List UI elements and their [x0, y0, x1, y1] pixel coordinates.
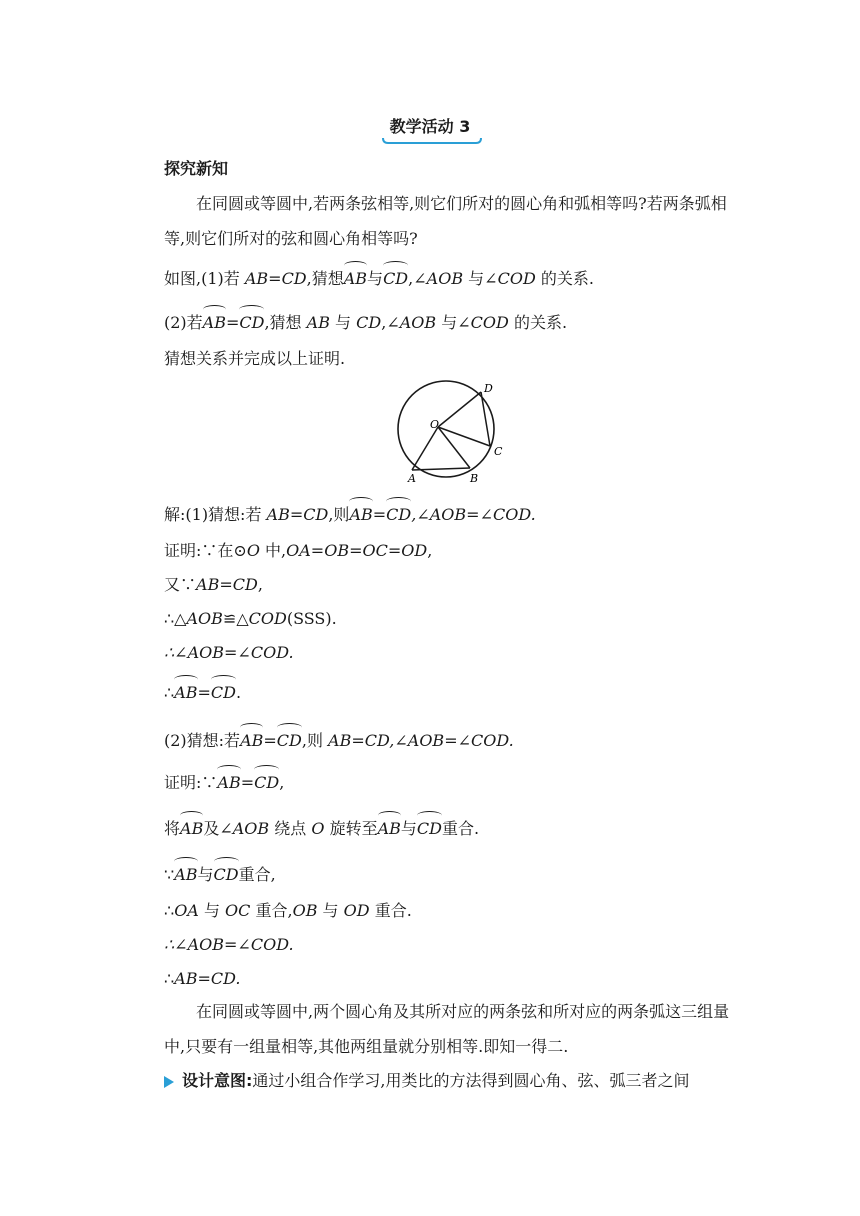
proof-2-line-4: [164, 898, 412, 924]
solution-1-conjecture: [164, 500, 536, 528]
arc-cd: CD: [383, 264, 408, 292]
arc-cd: CD: [277, 726, 302, 754]
p1l3-e: (SSS).: [286, 609, 337, 628]
arc-cd: CD: [386, 500, 411, 528]
q1-angle-aob: AOB: [426, 269, 464, 288]
p2l1-a: 证明:∵: [164, 773, 218, 792]
q1-suffix: 的关系.: [535, 269, 594, 288]
label-o: O: [430, 418, 440, 431]
s1-then: ,则: [328, 505, 350, 524]
s1-condition: AB=CD: [266, 505, 329, 524]
radius-od: [438, 392, 481, 427]
arc-ab: AB: [174, 678, 197, 706]
p2l2-o: O: [311, 819, 325, 838]
chord-cd: [481, 392, 490, 446]
q2-yu: 与: [329, 313, 357, 332]
q2-angle-aob: AOB: [399, 313, 437, 332]
section-heading: 探究新知: [164, 159, 229, 178]
arc-ab: AB: [240, 726, 263, 754]
s1-angle-relation: ,∠AOB=∠COD.: [411, 505, 536, 524]
proof-2-line-2: [164, 814, 479, 842]
p2l3-b: 与: [197, 865, 214, 884]
intro-paragraph: 在同圆或等圆中,若两条弦相等,则它们所对的圆心角和弧相等吗?若两条弧相等,则它们所对的弦和圆心角相等吗?: [164, 194, 727, 248]
proof-2-line-5: ∴∠AOB=∠COD.: [164, 935, 294, 954]
label-b: B: [470, 472, 479, 485]
play-triangle-icon: [164, 1076, 174, 1088]
q1-yu2: 与∠: [463, 269, 498, 288]
p2l4-i: 重合.: [369, 901, 412, 920]
conclusion-paragraph: 在同圆或等圆中,两个圆心角及其所对应的两条弦和所对应的两条弧这三组量中,只要有一组量相等,其他两组量就分别相等.即知一得二.: [164, 1002, 730, 1056]
q2-sep: ,∠: [381, 313, 400, 332]
p2l6-b: AB=CD.: [174, 969, 241, 988]
p2l4-g: 与: [317, 901, 344, 920]
activity-title-text: 教学活动 3: [389, 117, 471, 136]
p1l2-a: 又∵: [164, 575, 197, 594]
label-a: A: [408, 472, 416, 485]
arc-ab: AB: [378, 814, 401, 842]
s2-then: ,则: [301, 731, 329, 750]
p2l4-e: 重合,: [250, 901, 293, 920]
q2-yu2: 与∠: [436, 313, 471, 332]
p1l2-c: ,: [257, 575, 263, 594]
q1-condition: AB=CD: [244, 269, 307, 288]
arc-ab: AB: [203, 308, 226, 336]
q1-angle-cod: COD: [497, 269, 536, 288]
p1l3-d: COD: [248, 609, 287, 628]
p2l3-c: 重合,: [238, 865, 276, 884]
p2l4-f: OB: [292, 901, 318, 920]
circle-figure: [386, 378, 516, 488]
p2l2-f: 与: [400, 819, 417, 838]
p2l4-a: ∴: [164, 901, 175, 920]
s1-eq: =: [372, 505, 387, 524]
arc-cd: CD: [254, 768, 279, 796]
p2l1-eq: =: [240, 773, 255, 792]
circle-outline: [398, 381, 494, 477]
p2l4-c: 与: [198, 901, 226, 920]
arc-ab: AB: [349, 500, 372, 528]
q1-yu: 与: [367, 269, 384, 288]
p1l1-d: ,: [427, 541, 433, 560]
label-c: C: [494, 445, 503, 458]
q1-mid: ,猜想: [306, 269, 344, 288]
arc-ab: AB: [217, 768, 240, 796]
q2-mid: ,猜想: [264, 313, 307, 332]
proof-1-line-2: [164, 572, 263, 598]
p2l4-h: OD: [343, 901, 370, 920]
question-3: 猜想关系并完成以上证明.: [164, 349, 346, 368]
p2l2-g: 重合.: [442, 819, 480, 838]
p1l5-eq: =: [197, 683, 211, 702]
arc-cd: CD: [211, 678, 236, 706]
arc-cd: CD: [417, 814, 442, 842]
s2-rest: AB=CD,∠AOB=∠COD.: [328, 731, 514, 750]
design-intent-label: 设计意图:: [182, 1071, 253, 1090]
question-2: [164, 308, 567, 336]
p1l5-a: ∴: [164, 683, 175, 702]
question-1: [164, 264, 594, 292]
p2l4-d: OC: [225, 901, 251, 920]
s2-prefix: (2)猜想:若: [164, 731, 241, 750]
q2-cd: CD: [356, 313, 382, 332]
proof-1-line-3: [164, 606, 337, 632]
proof-2-line-3: [164, 860, 276, 888]
q2-eq: =: [225, 313, 240, 332]
s2-eq: =: [263, 731, 277, 750]
p1l1-o: O: [246, 541, 260, 560]
activity-title-block: [0, 114, 860, 139]
p2l2-b: 及∠: [203, 819, 233, 838]
p1l3-a: ∴△: [164, 609, 187, 628]
proof-1-line-1: [164, 538, 432, 564]
q2-ab: AB: [306, 313, 330, 332]
p2l1-e: ,: [279, 773, 285, 792]
q2-suffix: 的关系.: [508, 313, 568, 332]
p2l4-b: OA: [174, 901, 199, 920]
label-d: D: [484, 382, 493, 395]
p1l1-c: OA=OB=OC=OD: [286, 541, 428, 560]
activity-title: [384, 114, 477, 139]
q2-angle-cod: COD: [470, 313, 509, 332]
solution-2-conjecture: [164, 726, 514, 754]
p1l1-a: 证明:∵在⊙: [164, 541, 247, 560]
q1-prefix: 如图,(1)若: [164, 269, 245, 288]
p2l2-d: 绕点: [269, 819, 312, 838]
p1l3-c: ≌△: [222, 609, 249, 628]
p2l6-a: ∴: [164, 969, 175, 988]
p2l2-c: AOB: [232, 819, 270, 838]
arc-cd: CD: [239, 308, 264, 336]
p1l2-b: AB=CD: [196, 575, 258, 594]
s1-prefix: 解:(1)猜想:若: [164, 505, 267, 524]
p2l2-a: 将: [164, 819, 181, 838]
arc-cd: CD: [214, 860, 239, 888]
proof-1-line-4: ∴∠AOB=∠COD.: [164, 643, 294, 662]
proof-2-line-6: [164, 966, 241, 992]
chord-ab: [412, 468, 470, 470]
q2-prefix: (2)若: [164, 313, 203, 332]
q1-sep: ,∠: [408, 269, 427, 288]
radius-oa: [412, 427, 438, 470]
p2l3-a: ∵: [164, 865, 175, 884]
proof-1-line-5: [164, 678, 241, 706]
arc-ab: AB: [344, 264, 367, 292]
design-intent-text: 通过小组合作学习,用类比的方法得到圆心角、弦、弧三者之间: [252, 1071, 690, 1090]
design-intent: [164, 1068, 690, 1094]
title-underline-decoration: [382, 137, 482, 145]
arc-ab: AB: [180, 814, 203, 842]
proof-2-line-1: [164, 768, 284, 796]
p1l5-e: .: [235, 683, 242, 702]
arc-ab: AB: [174, 860, 197, 888]
p1l1-b: 中,: [259, 541, 287, 560]
p2l2-e: 旋转至: [324, 819, 378, 838]
p1l3-b: AOB: [186, 609, 223, 628]
